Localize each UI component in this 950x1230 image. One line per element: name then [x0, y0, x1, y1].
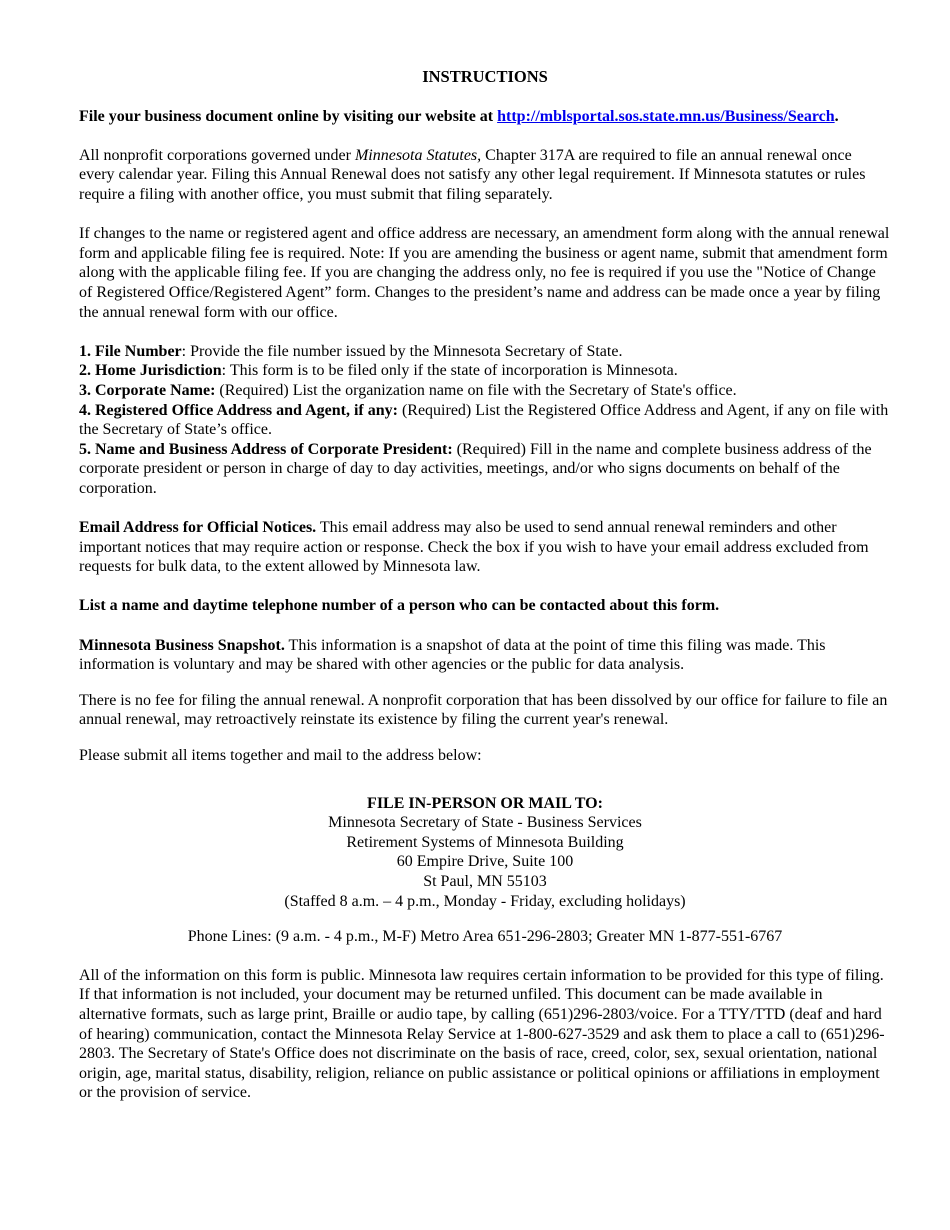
list-item-home-jurisdiction	[79, 361, 891, 381]
statutes-italic: Minnesota Statutes,	[354, 146, 482, 164]
list-item-text: (Required) List the Registered Office Address and Agent, if any on file with the Secretary of State’s office.	[79, 401, 889, 439]
online-filing-suffix: .	[834, 107, 839, 125]
list-item-corporate-name	[79, 381, 891, 401]
intro-text-continued: Chapter 317A are required to file an annual renewal once every calendar year. Filing this Annual Renewal does not satisfy any other legal requirement. If Minnesota statutes or rules require a filing with another office, you must submit that filing separately.	[79, 146, 866, 203]
online-filing-notice	[79, 107, 891, 127]
instruction-list	[79, 342, 891, 499]
amendment-paragraph: If changes to the name or registered agent and office address are necessary, an amendment form along with the annual renewal form and applicable filing fee is required. Note: If you are amending the business or agent name, submit that amendment form along with the applicable filing fee. If you are changing the address only, no fee is required if you use the "Notice of Change of Registered Office/Registered Agent” form. Changes to the president’s name and address can be made once a year by filing the annual renewal form with our office.	[79, 225, 890, 321]
fee-paragraph: There is no fee for filing the annual renewal. A nonprofit corporation that has been dissolved by our office for failure to file an annual renewal, may retroactively reinstate its existence by filing the current year's renewal.	[79, 691, 888, 729]
mailing-address	[79, 794, 891, 912]
snapshot-label: Minnesota Business Snapshot.	[79, 636, 285, 654]
list-item-label: 1. File Number	[79, 342, 182, 360]
list-item-file-number	[79, 342, 891, 362]
email-label: Email Address for Official Notices.	[79, 519, 317, 537]
office-hours: (Staffed 8 a.m. – 4 p.m., Monday - Friday, excluding holidays)	[284, 892, 686, 910]
list-item-text: (Required) Fill in the name and complete business address of the corporate president or person in charge of day to day activities, meetings, and/or who signs documents on behalf of the corporation.	[79, 440, 872, 497]
intro-text: All nonprofit corporations governed under	[79, 146, 355, 164]
phone-lines: Phone Lines: (9 a.m. - 4 p.m., M-F) Metro Area 651-296-2803; Greater MN 1-877-551-6767	[187, 928, 783, 946]
public-information-paragraph: All of the information on this form is public. Minnesota law requires certain information to be provided for this type of filing. If that information is not included, your document may be returned unfiled. This document can be made available in alternative formats, such as large print, Braille or audio tape, by calling (651)296-2803/voice. For a TTY/TTD (deaf and hard of hearing) communication, contact the Minnesota Relay Service at 1-800-627-3529 and ask them to place a call to (651)296-2803. The Secretary of State's Office does not discriminate on the basis of race, creed, color, sex, sexual orientation, national origin, age, marital status, disability, religion, reliance on public assistance or political opinions or affiliations in employment or the provision of service.	[79, 966, 885, 1102]
intro-paragraph	[79, 146, 891, 205]
page-title: INSTRUCTIONS	[422, 67, 548, 86]
list-item-label: 2. Home Jurisdiction	[79, 362, 222, 380]
address-line: Minnesota Secretary of State - Business Services	[328, 814, 642, 832]
list-item-label: 4. Registered Office Address and Agent, if any:	[79, 401, 398, 419]
address-line: Retirement Systems of Minnesota Building	[346, 833, 624, 851]
list-item-label: 3. Corporate Name:	[79, 381, 216, 399]
list-item-text: (Required) List the organization name on file with the Secretary of State's office.	[215, 381, 737, 399]
contact-paragraph: List a name and daytime telephone number of a person who can be contacted about this form.	[79, 597, 720, 615]
address-heading: FILE IN-PERSON OR MAIL TO:	[367, 794, 603, 812]
list-item-registered-office	[79, 401, 891, 440]
list-item-label: 5. Name and Business Address of Corporate President:	[79, 440, 453, 458]
address-line: St Paul, MN 55103	[423, 872, 547, 890]
instructions-page	[79, 67, 891, 1103]
email-paragraph	[79, 518, 891, 577]
address-line: 60 Empire Drive, Suite 100	[396, 853, 574, 871]
list-item-text: : This form is to be filed only if the state of incorporation is Minnesota.	[221, 362, 678, 380]
list-item-text: : Provide the file number issued by the Minnesota Secretary of State.	[181, 342, 623, 360]
snapshot-text: This information is a snapshot of data at the point of time this filing was made. This information is voluntary and may be shared with other agencies or the public for data analysis.	[79, 636, 826, 674]
email-text: This email address may also be used to send annual renewal reminders and other important notices that may require action or response. Check the box if you wish to have your email address excluded from requests for bulk data, to the extent allowed by Minnesota law.	[79, 519, 869, 576]
online-filing-text: File your business document online by visiting our website at	[79, 107, 498, 125]
business-search-link[interactable]: http://mblsportal.sos.state.mn.us/Business/Search	[497, 107, 835, 125]
snapshot-paragraph	[79, 636, 891, 675]
submit-paragraph: Please submit all items together and mail to the address below:	[79, 747, 482, 764]
list-item-corporate-president	[79, 440, 891, 499]
